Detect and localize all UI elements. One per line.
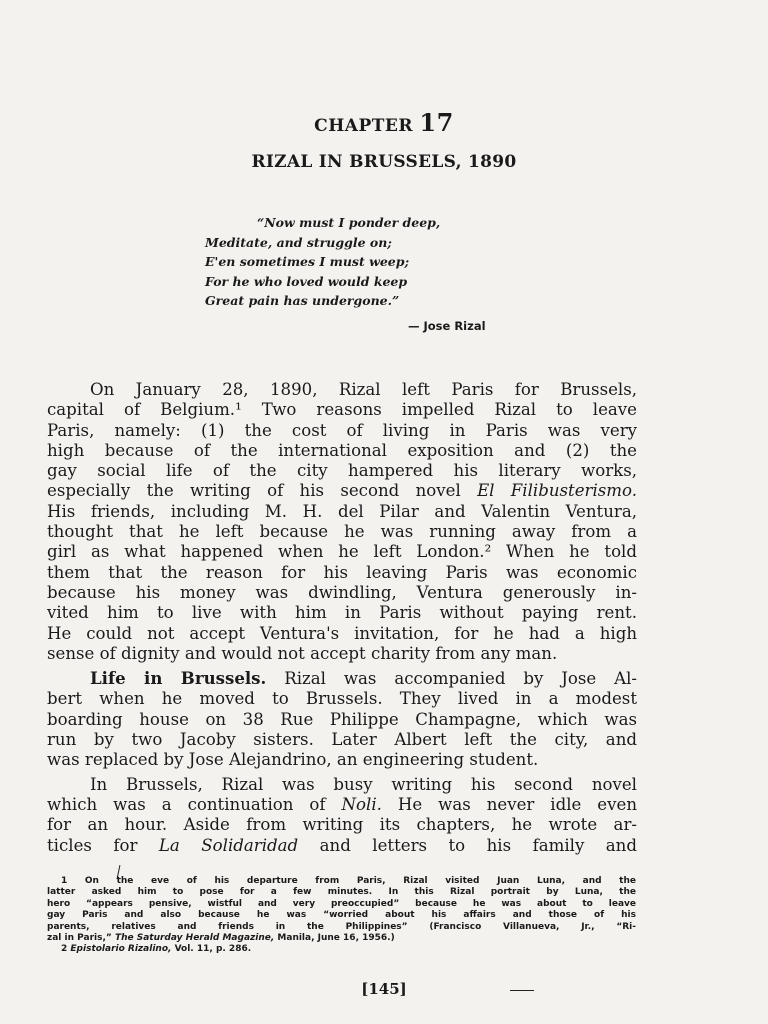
epigraph [205, 213, 440, 311]
footnotes [47, 876, 636, 956]
noli-italic: Noli. [341, 794, 382, 814]
body-line: was replaced by Jose Alejandrino, an engineering student. [47, 750, 539, 770]
body-line: them that the reason for his leaving Paris was economic [47, 562, 637, 582]
body-line: Paris, namely: (1) the cost of living in Paris was very [47, 420, 637, 440]
body-line-text: He was never idle even [381, 794, 638, 814]
body-line: In Brussels, Rizal was busy writing his second novel [90, 774, 637, 794]
body-line-text: Rizal was accompanied by Jose Al- [266, 669, 637, 689]
body-line: sense of dignity and would not accept charity from any man. [47, 643, 558, 663]
chapter-word: CHAPTER [314, 116, 413, 136]
body-line: high because of the international exposition and (2) the [47, 440, 637, 460]
footnote-line: 1 On the eve of his departure from Paris, Rizal visited Juan Luna, and the [61, 876, 636, 886]
body-line: He could not accept Ventura's invitation, for he had a high [47, 623, 637, 643]
epistolario-italic: Epistolario Rizalino, [70, 944, 172, 955]
footnote-text: 2 [61, 944, 71, 955]
body-line [47, 836, 637, 856]
body-line-text: ticles for [47, 835, 159, 855]
chapter-title: RIZAL IN BRUSSELS, 1890 [251, 152, 517, 172]
body-line: because his money was dwindling, Ventura generously in- [47, 582, 637, 602]
chapter-label [0, 108, 768, 137]
body-line: capital of Belgium.¹ Two reasons impelled Rizal to leave [47, 400, 637, 420]
section-heading: Life in Brussels. [90, 668, 267, 689]
body-line [47, 481, 637, 501]
body-line-text: and letters to his family and [298, 835, 637, 855]
body-line [47, 795, 637, 815]
footnote-line [47, 944, 636, 955]
stray-mark [510, 990, 534, 991]
body-line: vited him to live with him in Paris without paying rent. [47, 603, 637, 623]
page-number: [145] [361, 980, 407, 998]
newspaper-title-italic: La Solidaridad [158, 835, 299, 855]
footnote-line: latter asked him to pose for a few minutes. In this Rizal portrait by Luna, the [47, 887, 636, 898]
body-line: run by two Jacoby sisters. Later Albert left the city, and [47, 730, 637, 750]
body-line: for an hour. Aside from writing its chapters, he wrote ar- [47, 815, 637, 835]
body-line: gay social life of the city hampered his literary works, [47, 461, 637, 481]
epigraph-line: “Now must I ponder deep, [257, 215, 441, 230]
epigraph-line: Great pain has undergone.” [205, 293, 400, 308]
footnote-line: parents, relatives and friends in the Philippines” (Francisco Villanueva, Jr., “Ri- [47, 921, 636, 932]
footnote-text: zal in Paris,” [47, 933, 115, 944]
epigraph-line: For he who loved would keep [205, 273, 408, 289]
footnote-line [47, 933, 636, 944]
footnote-text: Vol. 11, p. 286. [171, 944, 252, 955]
footnote-line: hero “appears pensive, wistful and very preoccupied” because he was about to leave [47, 898, 636, 909]
epigraph-attribution: — Jose Rizal [408, 319, 486, 333]
body-line [47, 668, 637, 689]
chapter-number: 17 [419, 108, 454, 137]
body-line: bert when he moved to Brussels. They lived in a modest [47, 689, 637, 709]
body-line-text: especially the writing of his second novel [47, 481, 478, 501]
body-text [47, 380, 637, 856]
body-line: boarding house on 38 Rue Philippe Champagne, which was [47, 709, 637, 729]
body-line: His friends, including M. H. del Pilar and Valentin Ventura, [47, 501, 637, 521]
novel-title-italic: El Filibusterismo. [477, 481, 637, 501]
epigraph-line: Meditate, and struggle on; [205, 234, 392, 250]
footnote-line: gay Paris and also because he was “worried about his affairs and those of his [47, 910, 636, 921]
magazine-title-italic: The Saturday Herald Magazine, [114, 933, 275, 944]
body-line: On January 28, 1890, Rizal left Paris for Brussels, [90, 380, 637, 399]
epigraph-line: E'en sometimes I must weep; [205, 254, 410, 269]
body-line-text: which was a continuation of [47, 794, 342, 814]
body-line: girl as what happened when he left London.² When he told [47, 542, 637, 562]
footnote-text: Manila, June 16, 1956.) [274, 933, 395, 944]
body-line: thought that he left because he was running away from a [47, 522, 637, 542]
